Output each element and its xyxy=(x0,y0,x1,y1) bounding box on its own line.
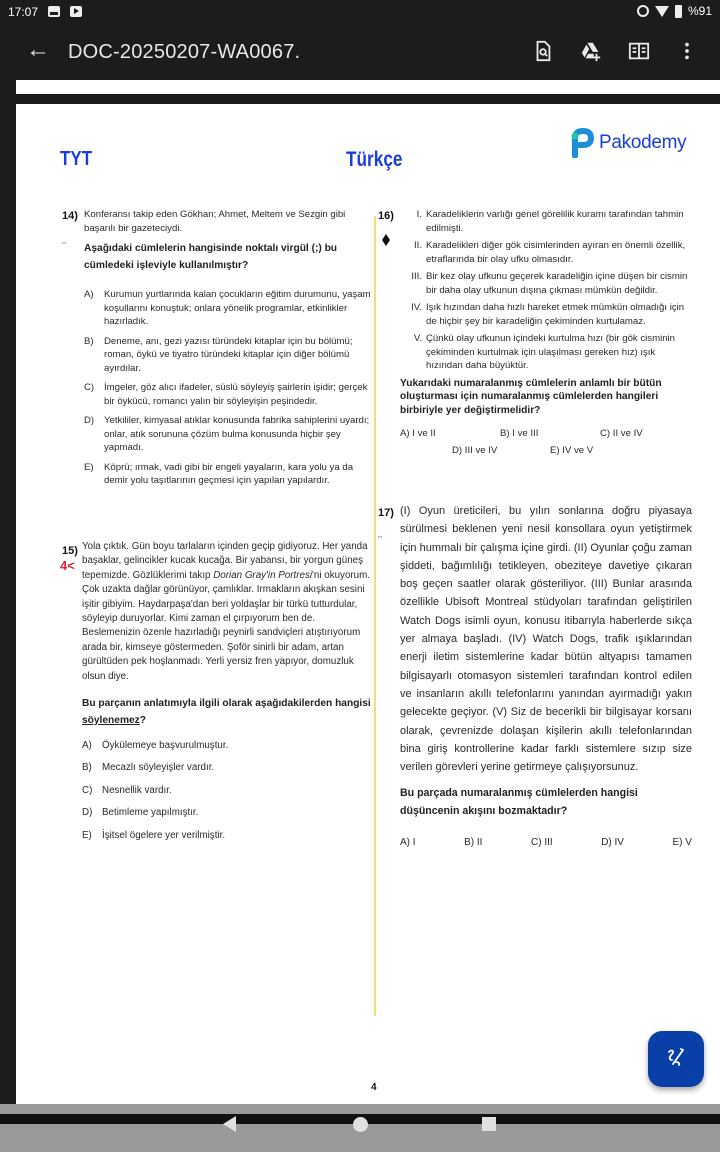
option-a[interactable] xyxy=(400,834,416,852)
question-number: 16) xyxy=(378,210,394,222)
option-label: D) xyxy=(452,444,463,456)
option-label: B) xyxy=(84,335,94,347)
option-e[interactable] xyxy=(82,829,374,843)
option-label: B) xyxy=(82,762,92,774)
sentence-label: I. xyxy=(416,209,422,220)
option-d[interactable] xyxy=(601,834,624,852)
option-b[interactable] xyxy=(464,834,482,852)
app-bar xyxy=(0,26,720,78)
option-text: Köprü; ırmak, vadi gibi bir engeli yayaların, kara yolu ya da demir yolu taşıtlarının geçmesi için yapılan yapılardır. xyxy=(104,461,354,486)
option-label: D) xyxy=(84,415,95,426)
sentence-label: II. xyxy=(414,240,422,251)
sentence-text: Karadeliklerin varlığı genel görelilik kuramı tarafından tahmin edilmişti. xyxy=(426,209,684,234)
option-label: A) xyxy=(82,740,92,752)
option-text: Kurumun yurtlarında kalan çocukların eğitim durumunu, yaşam koşullarını konuştuk; onlara yönelik programlar, etkinlikler hazırladık. xyxy=(104,289,371,327)
battery-icon xyxy=(675,5,682,18)
option-c[interactable] xyxy=(84,381,374,408)
sentence-iii xyxy=(400,270,692,297)
question-14 xyxy=(62,208,374,488)
nav-home-icon[interactable] xyxy=(353,1117,368,1132)
option-e[interactable] xyxy=(84,461,374,488)
option-label: A) xyxy=(400,837,410,849)
diamond-mark-icon xyxy=(382,234,390,246)
sentence-ii xyxy=(400,239,692,266)
previous-page-edge xyxy=(16,80,720,94)
option-a[interactable] xyxy=(84,288,374,329)
option-d[interactable] xyxy=(452,444,550,458)
option-label: E) xyxy=(550,444,560,456)
option-d[interactable] xyxy=(82,806,374,820)
handwritten-mark: 4< xyxy=(60,558,75,573)
search-document-icon[interactable] xyxy=(530,38,556,64)
option-label: B) xyxy=(464,837,475,849)
option-text: İmgeler, göz alıcı ifadeler, süslü söyleyiş şairlerin işidir; gerçek bir öykücü, romancı yalın bir söyleyişin peşindedir. xyxy=(104,382,368,407)
option-text: Nesnellik vardır. xyxy=(102,784,172,796)
option-c[interactable] xyxy=(600,427,643,441)
options-list xyxy=(82,739,374,843)
question-prompt: Yukarıdaki numaralanmış cümlelerin anlamlı bir bütün oluşturması için numaralanmış cümlelerden hangileri birbiriyle yer değiştirmelidir? xyxy=(400,377,662,416)
numbered-sentences xyxy=(400,208,692,373)
option-e[interactable] xyxy=(673,834,692,852)
option-label: A) xyxy=(84,289,94,300)
option-text: Yetkililer, kimyasal atıklar konusunda fabrika sahiplerini uyardı; onlar, atık sorununa çözüm bulma konusunda hiçbir şey yapmadı. xyxy=(104,415,370,453)
sentence-iv xyxy=(400,301,692,328)
option-label: C) xyxy=(530,837,542,849)
option-label: D) xyxy=(601,837,612,849)
option-a[interactable] xyxy=(400,427,500,441)
option-text: II ve IV xyxy=(612,428,643,439)
option-d[interactable] xyxy=(84,414,374,455)
option-e[interactable] xyxy=(550,444,593,458)
pdf-viewer[interactable] xyxy=(0,78,720,1152)
battery-level: %91 xyxy=(687,4,712,18)
sentence-text: Karadelikleri diğer gök cisimlerinden ayıran en önemli özellik, etraflarında bir olay ufku olmasıdır. xyxy=(426,240,686,265)
option-text: Öykülemeye başvurulmuştur. xyxy=(102,740,229,752)
option-c[interactable] xyxy=(531,834,553,852)
option-label: B) xyxy=(500,428,510,439)
option-c[interactable] xyxy=(82,784,374,798)
pakodemy-logo-icon xyxy=(569,128,595,158)
option-text: Mecazlı söyleyişler vardır. xyxy=(102,762,215,774)
option-text: I ve II xyxy=(412,428,436,439)
play-icon xyxy=(70,6,82,17)
status-bar xyxy=(0,0,720,26)
option-text: II xyxy=(476,837,483,849)
draw-annotate-icon xyxy=(664,1045,688,1074)
option-text: I ve III xyxy=(512,428,539,439)
option-b[interactable] xyxy=(500,427,600,441)
option-b[interactable] xyxy=(84,335,374,376)
option-text: IV xyxy=(614,837,624,849)
question-passage xyxy=(82,540,374,684)
exam-label: TYT xyxy=(60,148,93,170)
options-list xyxy=(84,288,374,488)
status-time: 17:07 xyxy=(8,5,39,19)
sentence-v xyxy=(400,332,692,373)
option-text: Betimleme yapılmıştır. xyxy=(102,807,199,819)
sentence-label: V. xyxy=(413,333,422,344)
option-text: III ve IV xyxy=(464,444,498,456)
gallery-icon xyxy=(48,6,60,17)
watermark-mark: ▪▪▪ xyxy=(378,534,383,539)
back-arrow-icon[interactable]: ← xyxy=(26,36,50,63)
option-label: E) xyxy=(672,837,683,849)
option-text: I xyxy=(412,837,416,849)
page-number: 4 xyxy=(371,1082,377,1093)
option-label: C) xyxy=(82,784,93,796)
option-label: E) xyxy=(84,461,94,473)
question-number: 14) xyxy=(62,210,78,222)
option-label: D) xyxy=(82,807,93,819)
option-text: III xyxy=(544,837,553,849)
question-16 xyxy=(378,208,692,457)
option-text: V xyxy=(685,837,692,849)
option-a[interactable] xyxy=(82,739,374,753)
option-label: A) xyxy=(400,428,410,439)
options-row-2 xyxy=(400,444,692,458)
passage-text: 'ni okuyorum. Çok uzakta dağlar görünüyor, çamlıklar. Irmakların akışkan sesini işitir gibiyim. Haydarpaşa'dan beri yoldaşlar bir türkü tutturdular, söyleyip duruyorlar. Kimi zaman el çırpıyorum ben de. Beslemenizin özenle hazırladığı peynirli sandviçleri atıştırıyorum arada bir, kimseye göstermeden. Şoför sinirli bir adam, artan gürültüden pek hoşlanmadı. Yerli yersiz fren yapıyor, domuzluk olsun diye. xyxy=(82,569,370,682)
more-vert-icon[interactable] xyxy=(674,38,700,64)
option-text: IV ve V xyxy=(562,444,594,456)
subject-title: Türkçe xyxy=(346,148,403,171)
question-number: 17) xyxy=(378,507,394,519)
question-prompt: Bu parçada numaralanmış cümlelerden hangisi düşüncenin akışını bozmaktadır? xyxy=(400,787,638,818)
navigation-bar xyxy=(0,1104,720,1152)
option-label: E) xyxy=(82,829,92,841)
sentence-text: Işık hızından daha hızlı hareket etmek mümkün olmadığı için de hiçbir şey bir karadeliğin çekiminden kurtulamaz. xyxy=(426,302,685,327)
alarm-icon xyxy=(637,5,649,17)
option-b[interactable] xyxy=(82,761,374,775)
prompt-underlined: söylenemez xyxy=(82,714,140,726)
option-label: C) xyxy=(600,428,611,439)
drive-add-icon[interactable] xyxy=(578,38,604,64)
pdf-page xyxy=(16,104,720,1104)
watermark-mark: ▪▪▪ xyxy=(62,240,67,245)
options-row xyxy=(400,834,692,852)
option-text: Deneme, anı, gezi yazısı türündeki kitaplar için bu bölümü; roman, öykü ve tiyatro türündeki kitaplar için diğer bölümü ayırdılar. xyxy=(104,335,353,374)
brand-logo xyxy=(569,128,686,158)
document-title: DOC-20250207-WA0067. xyxy=(68,41,301,63)
question-prompt xyxy=(82,696,374,729)
reader-mode-icon[interactable] xyxy=(626,38,652,64)
sentence-label: III. xyxy=(411,271,422,282)
question-17 xyxy=(378,502,692,853)
sentence-i xyxy=(400,208,692,235)
nav-recents-icon[interactable] xyxy=(482,1117,496,1131)
question-prompt: Aşağıdaki cümlelerin hangisinde noktalı virgül (;) bu cümledeki işleviyle kullanılmıştır? xyxy=(84,243,338,271)
sentence-label: IV. xyxy=(411,302,422,313)
nav-back-icon[interactable] xyxy=(223,1116,236,1132)
option-label: C) xyxy=(84,382,95,393)
annotate-fab-button[interactable] xyxy=(648,1031,704,1087)
question-intro: Konferansı takip eden Gökhan; Ahmet, Meltem ve Sezgin gibi başarılı bir gazeteciydi. xyxy=(84,209,346,234)
question-15 xyxy=(62,540,374,843)
sentence-text: Bir kez olay ufkunu geçerek karadeliğin içine düşen bir cismin bir daha olay ufkunun dışına çıkması mümkün değildir. xyxy=(426,271,688,296)
question-passage: (I) Oyun üreticileri, bu yılın sonlarına doğru piyasaya sürülmesi beklenen yeni nesil konsollara oyun yetiştirmek için hummalı bir çalışma içine girdi. (II) Oyunlar çoğu zaman şiddeti, bağımlılığı tetikleyen, obeziteye davetiye çıkaran boş geçen saatler olarak gösteriliyor. (III) Bunlar arasında özellikle Ubisoft Montreal stüdyoları tarafından geliştirilen Watch Dogs isimli oyun, konusu itibarıyla haberlerde sıkça yer almaya başladı. (IV) Watch Dogs, trafik ışıklarından enerji iletim sistemlerine kadar bütün altyapısı tamamen bilgisayarlı otomasyon sistemleri tarafından kontrol edilen ve insanların akıllı telefonlarını yanından ayırmadığı yakın gelecekte geçiyor. (V) Siz de becerikli bir bilgisayar korsanı olarak, çevrenizde dolaşan kişilerin akıllı telefonlarından bina giriş kontrollerine kadar farklı sistemlere sızıp size verilen görevleri yerine getirmeye çalışıyorsunuz. xyxy=(400,505,692,774)
prompt-text: Bu parçanın anlatımıyla ilgili olarak aşağıdakilerden hangisi xyxy=(82,698,371,710)
prompt-text: ? xyxy=(139,714,146,726)
option-text: İşitsel ögelere yer verilmiştir. xyxy=(102,829,226,841)
passage-text: Yola çıktık. Gün boyu tarlaların içinden geçip gidiyoruz. Her yanda başaklar, gelincikler kucak kucağa. Bir yabansı, bir yorgun güneş tepemizde. Gözlüklerimi takıp xyxy=(82,541,368,581)
question-number: 15) xyxy=(62,545,78,557)
sentence-text: Çünkü olay ufkunun içindeki kurtulma hızı (bir gök cisminin çekiminden kurtulmak için ulaşılması gereken hız) ışık hızından daha büyüktür. xyxy=(426,333,676,371)
options-row-1 xyxy=(400,427,692,441)
passage-book-title: Dorian Gray'in Portresi xyxy=(213,569,313,581)
wifi-icon xyxy=(655,6,669,17)
brand-name: Pakodemy xyxy=(599,132,687,153)
column-divider xyxy=(374,216,376,1016)
